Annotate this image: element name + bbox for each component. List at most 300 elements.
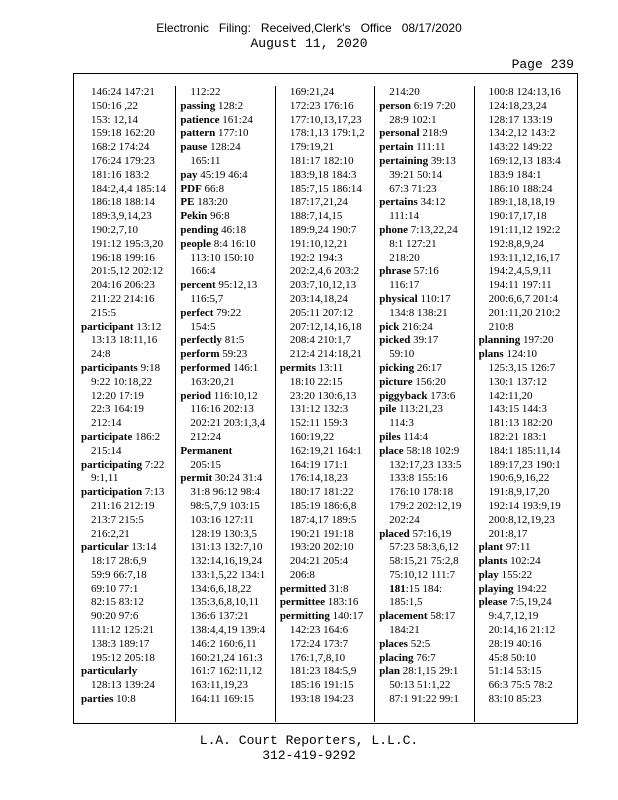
index-continuation: 59:10 [389, 348, 415, 361]
index-term: phone [379, 223, 408, 236]
index-entry [280, 583, 373, 597]
index-term: PDF [180, 182, 202, 195]
filing-stamp-word: Received,Clerk's [260, 21, 351, 35]
index-continuation: 18:10 22:15 [289, 375, 343, 388]
index-continuation: 138:3 189:17 [91, 637, 150, 650]
index-refs: 183:20 [197, 196, 228, 209]
index-refs: 39:13 [430, 154, 456, 167]
index-continuation: 116:17 [389, 279, 420, 292]
index-continuation: 22:3 164:19 [91, 403, 144, 416]
index-refs: 218:9 [422, 127, 448, 140]
index-term: plants [478, 555, 508, 568]
index-continuation: 181:15 184: [389, 582, 443, 595]
filing-stamp-word: Electronic [156, 21, 209, 35]
index-refs: 57:16 [413, 265, 439, 278]
index-refs: 31:8 [329, 582, 349, 595]
index-continuation: 177:10,13,17,23 [289, 113, 362, 126]
index-entry [379, 610, 472, 624]
index-refs: 124:10 [506, 348, 538, 361]
index-continuation: 189:9,24 190:7 [289, 223, 357, 236]
index-entry [180, 445, 273, 459]
index-term: place [379, 444, 404, 457]
index-refs: 39:17 [413, 334, 439, 347]
index-refs: 183:16 [327, 596, 359, 609]
index-refs: 173:6 [430, 389, 456, 402]
index-continuation: 181:17 182:10 [289, 154, 354, 167]
index-refs: 45:19 46:4 [200, 168, 248, 181]
index-continuation: 57:23 58:3,6,12 [389, 541, 459, 554]
index-term: phrase [379, 265, 411, 278]
index-columns [78, 86, 575, 719]
index-continuation: 146:24 147:21 [91, 86, 155, 98]
index-refs: 34:12 [420, 196, 446, 209]
index-term: plan [379, 665, 401, 678]
index-continuation: 192:2 194:3 [289, 251, 343, 264]
index-term: perfectly [180, 334, 222, 347]
index-continuation: 202:21 203:1,3,4 [190, 417, 266, 430]
index-continuation: 201:8,17 [488, 527, 528, 540]
index-continuation: 154:5 [190, 320, 216, 333]
index-term: percent [180, 279, 216, 292]
index-continuation: 206:8 [289, 568, 315, 581]
index-entry [81, 486, 174, 500]
index-continuation: 111:12 125:21 [91, 624, 155, 637]
reporter-phone: 312-419-9292 [262, 748, 356, 763]
index-continuation: 166:4 [190, 265, 216, 278]
index-term: pertain [379, 141, 414, 154]
page-number: Page 239 [511, 57, 574, 72]
index-continuation: 130:1 137:12 [488, 375, 547, 388]
index-column [277, 86, 376, 719]
index-continuation: 39:21 50:14 [389, 168, 443, 181]
index-continuation: 59:9 66:7,18 [91, 568, 147, 581]
index-term: period [180, 389, 211, 402]
index-continuation: 83:10 85:23 [488, 693, 542, 706]
index-continuation: 204:21 205:4 [289, 555, 349, 568]
index-entry [379, 638, 472, 652]
index-entry [479, 569, 572, 583]
index-continuation: 169:12,13 183:4 [488, 154, 561, 167]
index-entry [379, 321, 472, 335]
index-term: permits [279, 361, 316, 374]
index-term: places [379, 637, 408, 650]
index-term: permitting [279, 610, 330, 623]
filing-stamp-word: Filing: [218, 21, 251, 35]
index-continuation: 181:23 184:5,9 [289, 665, 357, 678]
index-continuation: 45:8 50:10 [488, 651, 536, 664]
index-term: picture [379, 375, 413, 388]
index-continuation: 164:19 171:1 [289, 458, 349, 471]
index-entry [81, 693, 174, 707]
index-continuation: 214:20 [389, 86, 420, 98]
index-continuation: 189:1,18,18,19 [488, 196, 555, 209]
index-refs: 111:11 [416, 141, 446, 154]
index-entry [180, 224, 273, 238]
index-continuation: 134:8 138:21 [389, 306, 448, 319]
index-refs: 79:22 [216, 306, 242, 319]
index-term: participating [81, 458, 143, 471]
index-continuation: 194:11 197:11 [488, 279, 552, 292]
index-term: perform [180, 348, 220, 361]
index-refs: 128:24 [210, 141, 241, 154]
index-continuation: 189:3,9,14,23 [91, 210, 152, 223]
index-continuation: 212:4 214:18,21 [289, 348, 362, 361]
index-refs: 8:4 16:10 [213, 237, 256, 250]
index-continuation: 181:13 182:20 [488, 417, 553, 430]
index-continuation: 128:17 133:19 [488, 113, 553, 126]
index-continuation: 211:16 212:19 [91, 499, 155, 512]
index-refs: 58:18 102:9 [406, 444, 460, 457]
index-term: physical [379, 292, 418, 305]
index-refs: 156:20 [415, 375, 446, 388]
index-continuation: 159:18 162:20 [91, 127, 155, 140]
index-continuation: 208:4 210:1,7 [289, 334, 351, 347]
index-continuation: 183:9,18 184:3 [289, 168, 357, 181]
index-refs: 7:13 [144, 486, 165, 499]
index-refs: 13:11 [318, 361, 344, 374]
index-continuation: 196:18 199:16 [91, 251, 155, 264]
index-continuation: 9:4,7,12,19 [488, 610, 539, 623]
index-continuation: 190:6,9,16,22 [488, 472, 550, 485]
index-refs: 216:24 [402, 320, 433, 333]
index-refs: 66:8 [204, 182, 225, 195]
index-continuation: 184:1 185:11,14 [488, 444, 561, 457]
index-continuation: 180:17 181:22 [289, 486, 354, 499]
index-continuation: 218:20 [389, 251, 420, 264]
index-continuation: 191:10,12,21 [289, 237, 348, 250]
index-term: particularly [81, 665, 138, 678]
index-term: pertains [379, 196, 418, 209]
index-refs: 26:17 [416, 361, 442, 374]
index-entry [479, 596, 572, 610]
index-continuation: 8:1 127:21 [389, 237, 437, 250]
index-continuation: 202:24 [389, 513, 420, 526]
index-continuation: 143:15 144:3 [488, 403, 547, 416]
index-column [78, 86, 177, 719]
index-refs: 76:7 [416, 651, 436, 664]
index-continuation: 131:13 132:7,10 [190, 541, 263, 554]
index-refs: 102:24 [510, 555, 541, 568]
index-continuation: 204:16 206:23 [91, 279, 155, 292]
index-continuation: 58:15,21 75:2,8 [389, 555, 459, 568]
index-continuation: 100:8 124:13,16 [488, 86, 561, 98]
index-continuation: 153: 12,14 [91, 113, 139, 126]
index-refs: 116:10,12 [213, 389, 258, 402]
index-continuation: 50:13 51:1,22 [389, 679, 451, 692]
index-continuation: 111:14 [389, 210, 419, 223]
index-continuation: 185:1,5 [389, 596, 423, 609]
index-refs: 52:5 [410, 637, 431, 650]
index-continuation: 128:19 130:3,5 [190, 527, 258, 540]
index-refs: 186:2 [135, 430, 161, 443]
index-entry [81, 665, 174, 679]
index-continuation: 172:23 176:16 [289, 99, 354, 112]
index-continuation: 75:10,12 111:7 [389, 568, 456, 581]
index-term: pause [180, 141, 208, 154]
index-term: Pekin [180, 210, 208, 223]
index-term: plans [478, 348, 504, 361]
index-refs: 7:22 [144, 458, 165, 471]
index-term: playing [478, 582, 514, 595]
index-continuation: 184:2,4,4 185:14 [91, 182, 166, 195]
index-term: person [379, 99, 411, 112]
index-term: placement [379, 610, 428, 623]
index-term: pile [379, 403, 397, 416]
index-term: people [180, 237, 211, 250]
index-continuation: 183:9 184:1 [488, 168, 542, 181]
index-entry [280, 362, 373, 376]
index-continuation: 202:2,4,6 203:2 [289, 265, 360, 278]
index-refs: 46:18 [221, 223, 247, 236]
index-entry [180, 183, 273, 197]
index-term: permit [180, 472, 213, 485]
index-term: PE [180, 196, 195, 209]
index-continuation: 133:8 155:16 [389, 472, 448, 485]
index-entry [379, 528, 472, 542]
index-term: personal [379, 127, 420, 140]
index-entry [81, 431, 174, 445]
index-term: pending [180, 223, 219, 236]
index-continuation: 128:13 139:24 [91, 679, 155, 692]
index-continuation: 134:2,12 143:2 [488, 127, 556, 140]
index-continuation: 150:16 ,22 [91, 99, 139, 112]
index-column [376, 86, 475, 719]
index-continuation: 133:1,5,22 134:1 [190, 568, 266, 581]
index-entry [81, 321, 174, 335]
index-continuation: 168:2 174:24 [91, 141, 150, 154]
index-continuation: 172:24 173:7 [289, 637, 349, 650]
index-entry [379, 403, 472, 417]
index-refs: 13:12 [136, 320, 162, 333]
index-continuation: 134:6,6,18,22 [190, 582, 252, 595]
transcript-date: August 11, 2020 [250, 36, 368, 51]
index-refs: 155:22 [501, 568, 533, 581]
index-entry [379, 376, 472, 390]
index-refs: 177:10 [217, 127, 249, 140]
index-entry [280, 610, 373, 624]
index-continuation: 131:12 132:3 [289, 403, 349, 416]
index-entry [379, 390, 472, 404]
index-continuation: 67:3 71:23 [389, 182, 437, 195]
index-entry [379, 127, 472, 141]
index-entry [180, 210, 273, 224]
index-continuation: 160:21,24 161:3 [190, 651, 263, 664]
index-refs: 161:24 [222, 113, 253, 126]
index-continuation: 31:8 96:12 98:4 [190, 486, 261, 499]
index-refs: 30:24 31:4 [214, 472, 263, 485]
index-term: performed [180, 361, 231, 374]
index-continuation: 187:4,17 189:5 [289, 513, 357, 526]
index-term: participants [81, 361, 138, 374]
index-continuation: 125:3,15 126:7 [488, 361, 556, 374]
index-continuation: 211:22 214:16 [91, 292, 155, 305]
index-entry [379, 100, 472, 114]
index-term: participate [81, 430, 133, 443]
index-continuation: 112:22 [190, 86, 221, 98]
index-continuation: 185:19 186:6,8 [289, 499, 357, 512]
index-continuation: 195:12 205:18 [91, 651, 155, 664]
index-continuation: 98:5,7,9 103:15 [190, 499, 260, 512]
index-continuation: 216:2,21 [91, 527, 130, 540]
index-continuation: 116:16 202:13 [190, 403, 254, 416]
index-term: placed [379, 527, 410, 540]
index-continuation: 163:20,21 [190, 375, 235, 388]
filing-stamp-word: 08/17/2020 [401, 21, 462, 35]
index-refs: 128:2 [218, 99, 244, 112]
index-continuation: 186:18 188:14 [91, 196, 155, 209]
index-continuation: 179:2 202:12,19 [389, 499, 462, 512]
index-continuation: 143:22 149:22 [488, 141, 553, 154]
index-refs: 58:17 [430, 610, 456, 623]
index-term: please [478, 596, 508, 609]
index-continuation: 135:3,6,8,10,11 [190, 596, 260, 609]
index-continuation: 9:22 10:18,22 [91, 375, 153, 388]
index-term: piles [379, 430, 401, 443]
index-continuation: 176:24 179:23 [91, 154, 155, 167]
index-continuation: 215:5 [91, 306, 117, 319]
index-term: planning [478, 334, 521, 347]
index-entry [379, 431, 472, 445]
index-entry [81, 459, 174, 473]
index-term: parties [81, 693, 114, 706]
index-continuation: 201:5,12 202:12 [91, 265, 164, 278]
index-continuation: 203:7,10,12,13 [289, 279, 357, 292]
index-continuation: 212:24 [190, 430, 221, 443]
index-continuation: 169:21,24 [289, 86, 335, 98]
index-refs: 113:21,23 [399, 403, 443, 416]
index-continuation: 164:11 169:15 [190, 693, 254, 706]
index-continuation: 161:7 162:11,12 [190, 665, 263, 678]
index-entry [479, 541, 572, 555]
index-continuation: 190:2,7,10 [91, 223, 139, 236]
index-continuation: 12:20 17:19 [91, 389, 144, 402]
index-continuation: 193:20 202:10 [289, 541, 354, 554]
index-entry [379, 224, 472, 238]
index-continuation: 179:19,21 [289, 141, 335, 154]
index-continuation: 90:20 97:6 [91, 610, 139, 623]
index-refs: 28:1,15 29:1 [402, 665, 459, 678]
index-refs: 110:17 [420, 292, 451, 305]
index-continuation: 184:21 [389, 624, 420, 637]
index-continuation: 66:3 75:5 78:2 [488, 679, 553, 692]
index-continuation: 201:11,20 210:2 [488, 306, 561, 319]
index-continuation: 191:12 195:3,20 [91, 237, 164, 250]
index-term: permittee [279, 596, 326, 609]
index-entry [180, 196, 273, 210]
index-box [73, 73, 578, 724]
index-entry [379, 141, 472, 155]
index-refs: 9:18 [140, 361, 161, 374]
index-refs: 59:23 [222, 348, 248, 361]
reporter-name: L.A. Court Reporters, L.L.C. [199, 733, 419, 748]
index-entry [81, 362, 174, 376]
index-continuation: 185:16 191:15 [289, 679, 354, 692]
index-entry [379, 445, 472, 459]
index-refs: 197:20 [522, 334, 554, 347]
index-refs: 194:22 [516, 582, 547, 595]
index-continuation: 142:23 164:6 [289, 624, 349, 637]
index-entry [379, 155, 472, 169]
index-refs: 140:17 [332, 610, 364, 623]
index-entry [379, 362, 472, 376]
index-continuation: 103:16 127:11 [190, 513, 254, 526]
index-refs: 146:1 [233, 361, 259, 374]
index-entry [379, 293, 472, 307]
index-refs: 57:16,19 [412, 527, 452, 540]
index-refs: 97:11 [505, 541, 531, 554]
index-entry [379, 196, 472, 210]
index-term: placing [379, 651, 414, 664]
index-continuation: 124:18,23,24 [488, 99, 547, 112]
index-entry [379, 665, 472, 679]
index-continuation: 190:21 191:18 [289, 527, 354, 540]
index-entry [280, 596, 373, 610]
index-entry [180, 472, 273, 486]
index-continuation: 51:14 53:15 [488, 665, 542, 678]
index-continuation: 193:18 194:23 [289, 693, 354, 706]
index-refs: 95:12,13 [218, 279, 258, 292]
index-continuation: 176:10 178:18 [389, 486, 454, 499]
index-refs: 13:14 [131, 541, 157, 554]
index-continuation: 193:11,12,16,17 [488, 251, 561, 264]
index-term: play [478, 568, 499, 581]
index-continuation: 200:8,12,19,23 [488, 513, 555, 526]
index-continuation: 152:11 159:3 [289, 417, 348, 430]
index-continuation: 192:8,8,9,24 [488, 237, 544, 250]
index-continuation: 136:6 137:21 [190, 610, 249, 623]
index-continuation: 187:17,21,24 [289, 196, 348, 209]
index-entry [180, 100, 273, 114]
index-entry [379, 334, 472, 348]
index-continuation: 165:11 [190, 154, 221, 167]
index-continuation: 13:13 18:11,16 [91, 334, 158, 347]
index-term: pay [180, 168, 198, 181]
index-entry [180, 169, 273, 183]
index-entry [379, 265, 472, 279]
index-continuation: 200:6,6,7 201:4 [488, 292, 558, 305]
index-term: picked [379, 334, 411, 347]
index-continuation: 190:17,17,18 [488, 210, 547, 223]
index-entry [479, 555, 572, 569]
index-continuation: 176:14,18,23 [289, 472, 348, 485]
index-refs: 7:13,22,24 [410, 223, 458, 236]
index-term: pick [379, 320, 400, 333]
index-continuation: 113:10 150:10 [190, 251, 254, 264]
index-term: perfect [180, 306, 214, 319]
index-continuation: 205:11 207:12 [289, 306, 354, 319]
index-entry [180, 390, 273, 404]
index-term: participant [81, 320, 134, 333]
index-continuation: 20:14,16 21:12 [488, 624, 556, 637]
index-entry [180, 127, 273, 141]
index-term: particular [81, 541, 129, 554]
index-entry [81, 541, 174, 555]
index-continuation: 191:8,9,17,20 [488, 486, 550, 499]
filing-stamp-word: Office [360, 21, 392, 35]
index-entry [180, 279, 273, 293]
index-term: pertaining [379, 154, 429, 167]
index-column [177, 86, 276, 719]
index-continuation: 160:19,22 [289, 430, 335, 443]
index-entry [180, 307, 273, 321]
index-continuation: 194:2,4,5,9,11 [488, 265, 552, 278]
index-continuation: 215:14 [91, 444, 122, 457]
index-entry [180, 238, 273, 252]
index-continuation: 116:5,7 [190, 292, 224, 305]
index-continuation: 162:19,21 164:1 [289, 444, 362, 457]
index-entry [180, 362, 273, 376]
index-refs: 6:19 7:20 [413, 99, 456, 112]
